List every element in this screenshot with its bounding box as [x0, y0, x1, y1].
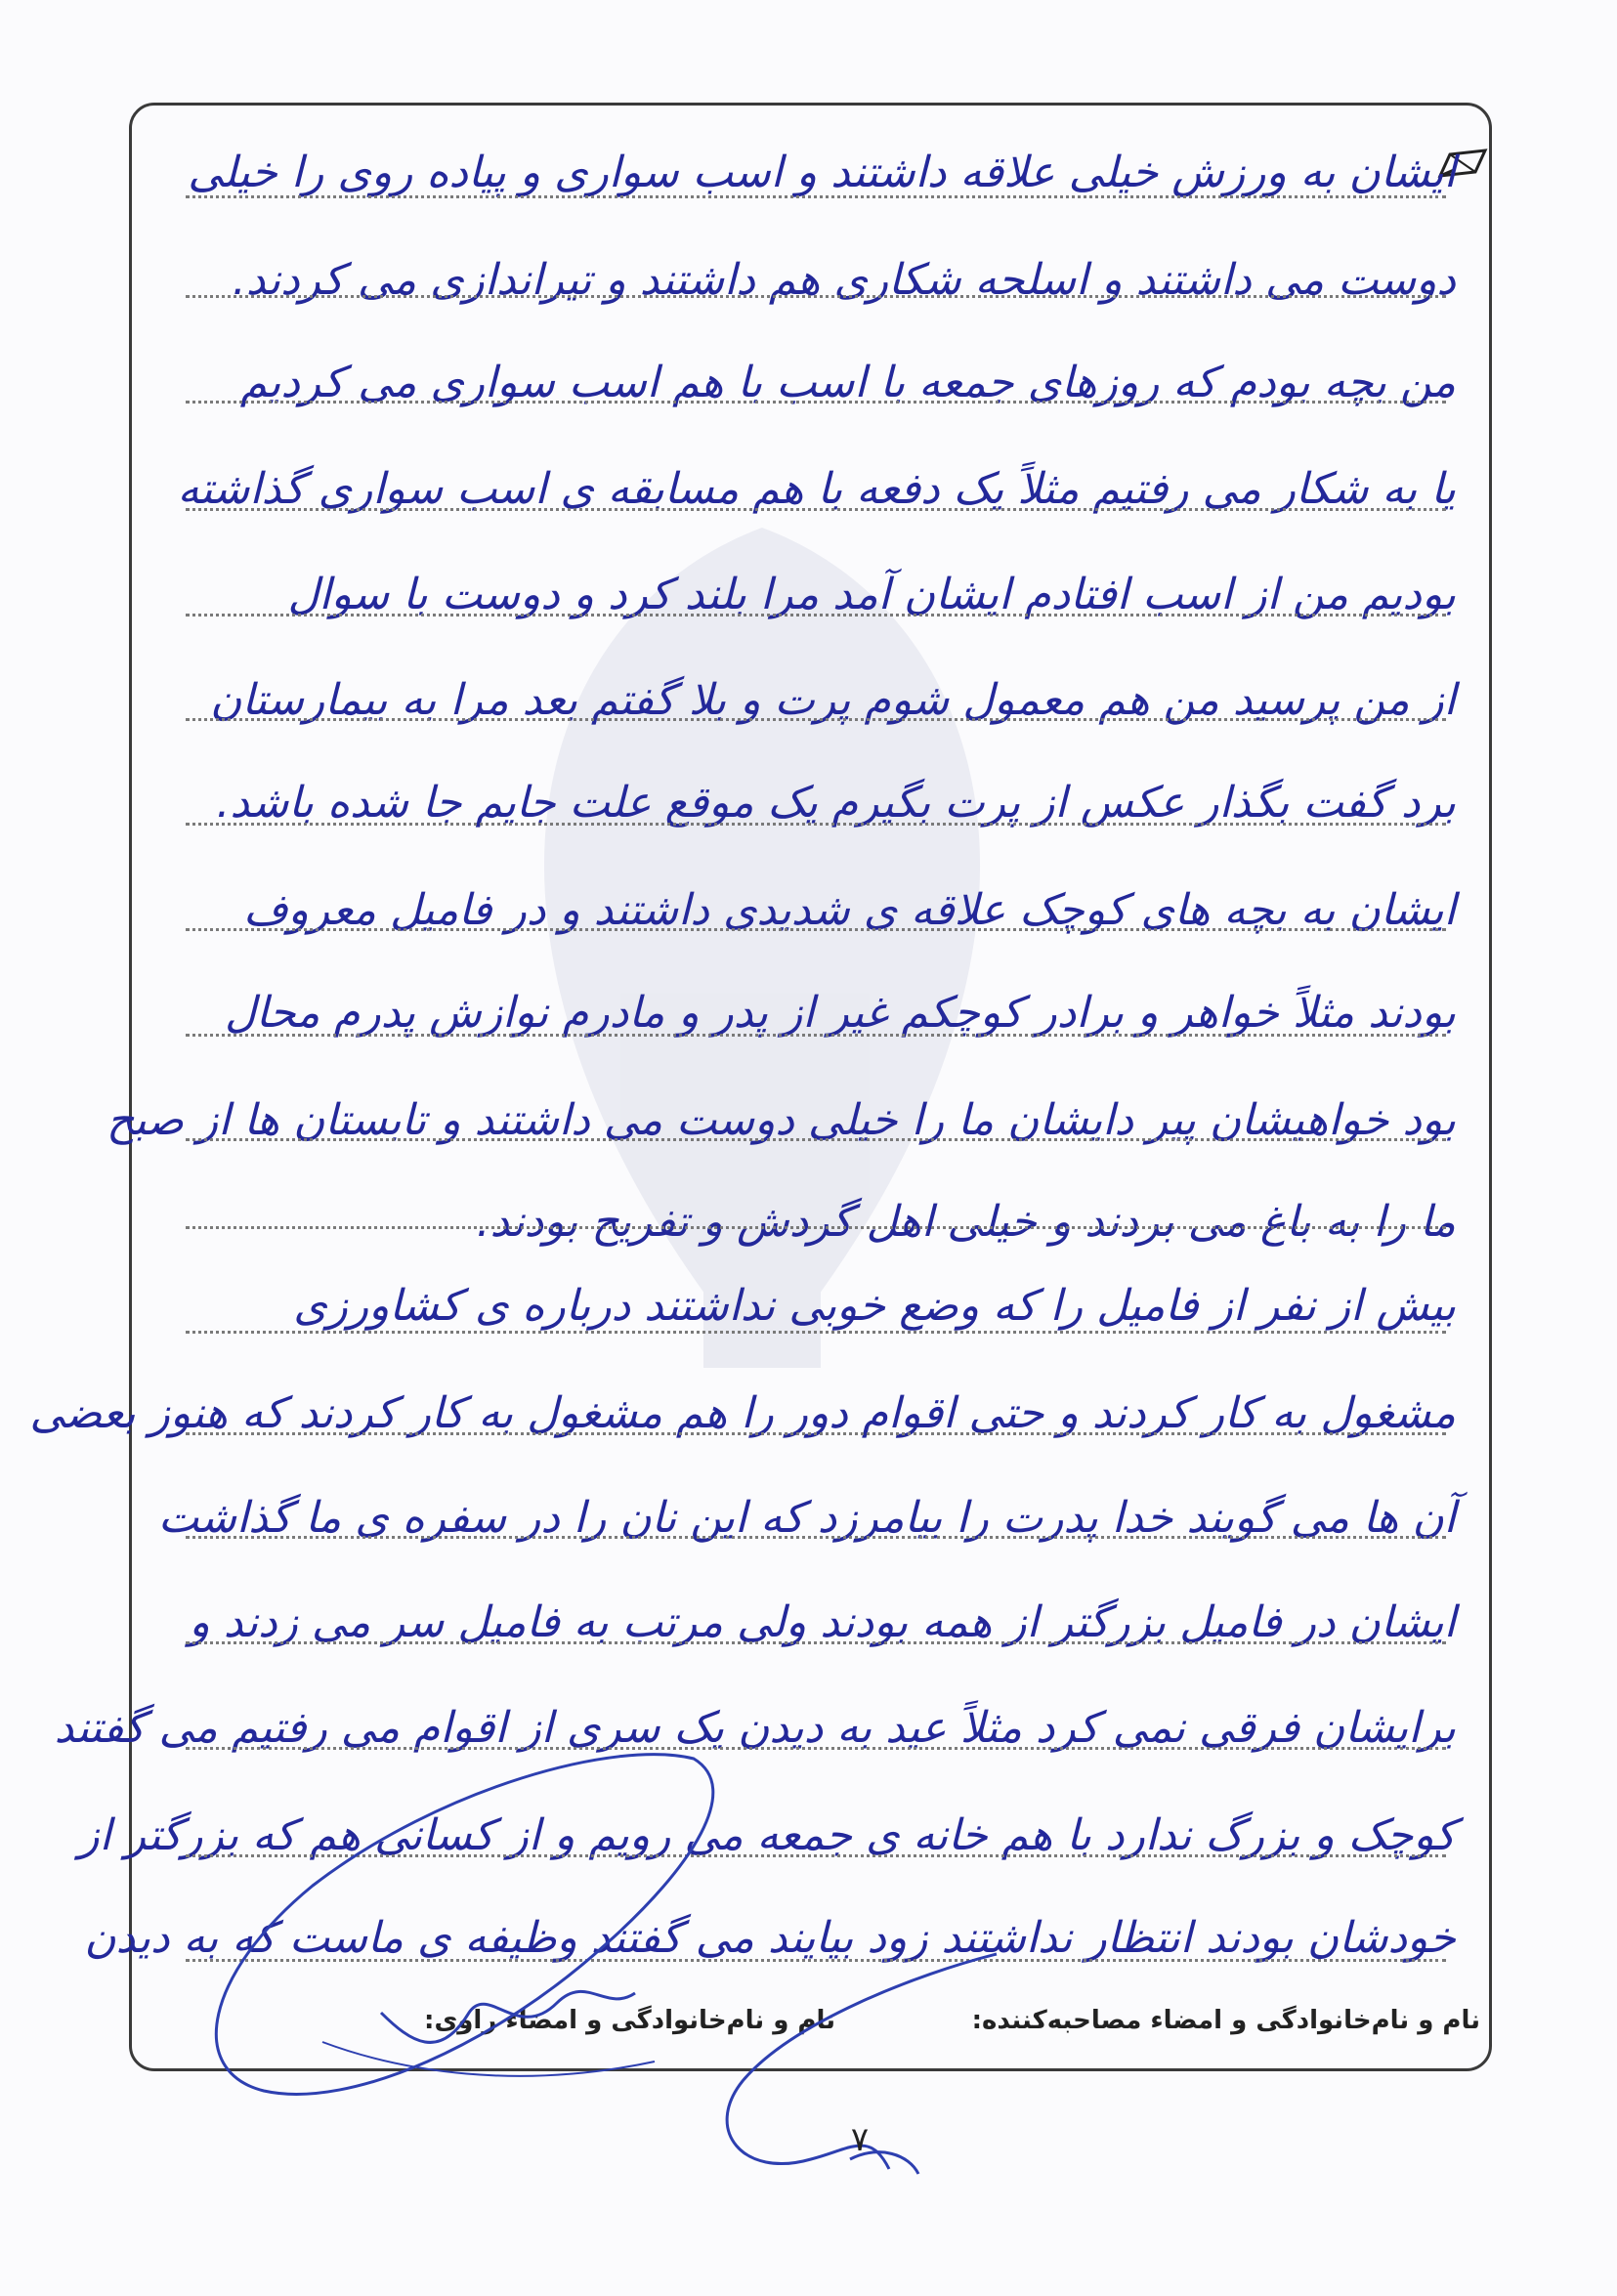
- dotted-rule: [186, 928, 1446, 931]
- text-line: من بچه بودم که روزهای جمعه با اسب با هم اسب سواری می کردیم: [239, 358, 1456, 407]
- dotted-rule: [186, 195, 1446, 198]
- narrator-signature-label: نام و نام‌خانوادگی و امضاء راوی:: [424, 2006, 835, 2035]
- text-line: برد گفت بگذار عکس از پرت بگیرم یک موقع علت جایم جا شده باشد.: [216, 778, 1456, 828]
- text-line: بیش از نفر از فامیل را که وضع خوبی نداشتند درباره ی کشاورزی: [293, 1281, 1456, 1331]
- interviewer-signature-label: نام و نام‌خانوادگی و امضاء مصاحبه‌کننده:: [971, 2006, 1480, 2035]
- dotted-rule: [186, 1432, 1446, 1435]
- dotted-rule: [186, 1226, 1446, 1229]
- dotted-rule: [186, 295, 1446, 298]
- dotted-rule: [186, 1641, 1446, 1644]
- text-line: از من پرسید من هم معمول شوم پرت و بلا گفتم بعد مرا به بیمارستان: [210, 675, 1456, 725]
- text-line: کوچک و بزرگ ندارد با هم خانه ی جمعه می رویم و از کسانی هم که بزرگتر از: [78, 1810, 1456, 1860]
- text-line: آن ها می گویند خدا پدرت را بیامرزد که این نان را در سفره ی ما گذاشت: [157, 1493, 1456, 1543]
- text-line: ایشان به ورزش خیلی علاقه داشتند و اسب سواری و پیاده روی را خیلی: [188, 148, 1456, 197]
- text-line: دوست می داشتند و اسلحه شکاری هم داشتند و تیراندازی می کردند.: [232, 255, 1456, 305]
- text-line: ایشان به بچه های کوچک علاقه ی شدیدی داشتند و در فامیل معروف: [243, 885, 1456, 935]
- dotted-rule: [186, 1747, 1446, 1750]
- page-number: ۷: [850, 2120, 870, 2159]
- text-line: یا به شکار می رفتیم مثلاً یک دفعه با هم مسابقه ی اسب سواری گذاشته: [177, 464, 1456, 514]
- watermark-emblem: [508, 508, 1016, 1387]
- dotted-rule: [186, 1034, 1446, 1037]
- dotted-rule: [186, 823, 1446, 826]
- text-line: بود خواهیشان پیر دایشان ما را خیلی دوست می داشتند و تابستان ها از صبح: [106, 1095, 1456, 1145]
- dotted-rule: [186, 508, 1446, 511]
- dotted-rule: [186, 401, 1446, 404]
- text-line: خودشان بودند انتظار نداشتند زود بیایند می گفتند وظیفه ی ماست که به دیدن: [84, 1913, 1456, 1963]
- dotted-rule: [186, 1138, 1446, 1141]
- dotted-rule: [186, 1959, 1446, 1962]
- text-line: برایشان فرقی نمی کرد مثلاً عید به دیدن یک سری از اقوام می رفتیم می گفتند: [54, 1703, 1456, 1753]
- dotted-rule: [186, 1331, 1446, 1334]
- dotted-rule: [186, 718, 1446, 721]
- text-line: مشغول به کار کردند و حتی اقوام دور را هم مشغول به کار کردند که هنوز بعضی: [29, 1388, 1456, 1438]
- text-line: ما را به باغ می بردند و خیلی اهل گردش و تفریح بودند.: [476, 1197, 1456, 1247]
- text-line: بودیم من از اسب افتادم ایشان آمد مرا بلند کرد و دوست با سوال: [287, 570, 1456, 619]
- dotted-rule: [186, 1854, 1446, 1857]
- text-line: بودند مثلاً خواهر و برادر کوچکم غیر از پدر و مادرم نوازش پدرم محال: [224, 988, 1456, 1038]
- dotted-rule: [186, 1536, 1446, 1539]
- dotted-rule: [186, 614, 1446, 617]
- text-line: ایشان در فامیل بزرگتر از همه بودند ولی مرتب به فامیل سر می زدند و: [189, 1597, 1456, 1647]
